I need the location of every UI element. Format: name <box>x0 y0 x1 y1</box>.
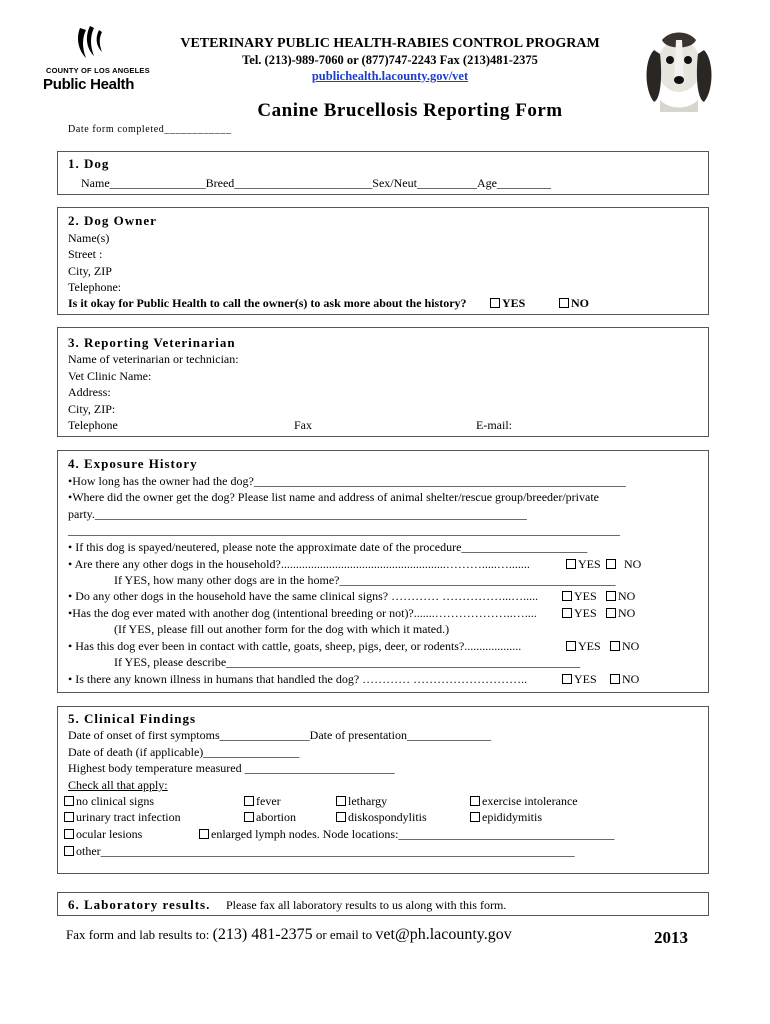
section-title-dog: 1. Dog <box>68 156 110 171</box>
checkbox[interactable] <box>64 829 74 839</box>
exposure-q7-describe[interactable]: If YES, please describe___________________________________________________________ <box>114 655 581 669</box>
yes-checkbox[interactable] <box>490 298 500 308</box>
owner-call-yes[interactable]: YES <box>490 296 525 311</box>
option-no-clinical-signs[interactable]: no clinical signs <box>64 794 154 809</box>
owner-names-field[interactable]: Name(s) <box>68 231 110 245</box>
vet-email-field[interactable]: E-mail: <box>476 418 512 432</box>
section-owner <box>57 207 709 315</box>
q6-no[interactable]: NO <box>606 606 635 621</box>
owner-call-question: Is it okay for Public Health to call the owner(s) to ask more about the history? <box>68 296 467 310</box>
section-clinical-findings <box>57 706 709 874</box>
program-title: VETERINARY PUBLIC HEALTH-RABIES CONTROL PROGRAM <box>180 36 600 51</box>
footer-email-link[interactable]: vet@ph.lacounty.gov <box>375 926 512 943</box>
q4-yes[interactable]: YES <box>566 557 601 572</box>
option-ocular-lesions[interactable]: ocular lesions <box>64 827 142 842</box>
checkbox[interactable] <box>64 796 74 806</box>
checkbox[interactable] <box>336 812 346 822</box>
q8-yes[interactable]: YES <box>562 672 597 687</box>
vet-city-field[interactable]: City, ZIP: <box>68 402 116 416</box>
section-title-clinical: 5. Clinical Findings <box>68 711 196 726</box>
option-urinary-tract-infection[interactable]: urinary tract infection <box>64 810 181 825</box>
lab-instructions: Please fax all laboratory results to us along with this form. <box>226 898 507 912</box>
option-abortion[interactable]: abortion <box>244 810 296 825</box>
yes-checkbox[interactable] <box>562 674 572 684</box>
logo-county-text: COUNTY OF LOS ANGELES <box>46 66 150 75</box>
program-url-link[interactable]: publichealth.lacounty.gov/vet <box>311 69 469 83</box>
section-title-lab: 6. Laboratory results. <box>68 897 211 912</box>
exposure-q4-other-dogs: • Are there any other dogs in the household?.......................................................……….....…....... <box>68 557 530 571</box>
yes-checkbox[interactable] <box>566 559 576 569</box>
exposure-q1-duration[interactable]: •How long has the owner had the dog?______________________________________________________________ <box>68 474 626 488</box>
vet-fax-field[interactable]: Fax <box>294 418 312 432</box>
footer-year: 2013 <box>654 928 688 947</box>
q8-no[interactable]: NO <box>610 672 639 687</box>
section-exposure-history <box>57 450 709 693</box>
logo-public-health: Public Health <box>43 76 135 93</box>
checkbox[interactable] <box>64 812 74 822</box>
vet-name-field[interactable]: Name of veterinarian or technician: <box>68 352 239 366</box>
option-other[interactable]: other_______________________________________________________________________________ <box>64 844 575 859</box>
dog-info-fields[interactable]: Name________________Breed_______________________Sex/Neut__________Age_________ <box>81 176 551 190</box>
footer-fax-number: (213) 481-2375 <box>212 926 313 943</box>
date-completed-field[interactable]: Date form completed____________ <box>68 124 232 135</box>
q7-yes[interactable]: YES <box>566 639 601 654</box>
vet-address-field[interactable]: Address: <box>68 385 111 399</box>
no-checkbox[interactable] <box>606 608 616 618</box>
checkbox[interactable] <box>199 829 209 839</box>
exposure-q6-mated: •Has the dog ever mated with another dog (intentional breeding or not)?.......………………..….... <box>68 606 537 620</box>
q7-no[interactable]: NO <box>610 639 639 654</box>
yes-checkbox[interactable] <box>566 641 576 651</box>
checkbox[interactable] <box>470 796 480 806</box>
yes-checkbox[interactable] <box>562 591 572 601</box>
vet-clinic-field[interactable]: Vet Clinic Name: <box>68 369 152 383</box>
exposure-q5-same-signs: • Do any other dogs in the household have the same clinical signs? ………… ……………...…..... <box>68 589 539 603</box>
q6-yes[interactable]: YES <box>562 606 597 621</box>
section-title-veterinarian: 3. Reporting Veterinarian <box>68 335 236 350</box>
no-checkbox[interactable] <box>610 674 620 684</box>
dog-photo <box>640 20 718 112</box>
form-title: Canine Brucellosis Reporting Form <box>257 100 563 121</box>
no-checkbox[interactable] <box>559 298 569 308</box>
section-title-owner: 2. Dog Owner <box>68 213 157 228</box>
owner-call-no[interactable]: NO <box>559 296 589 311</box>
checkbox[interactable] <box>244 812 254 822</box>
clinical-check-all-label: Check all that apply: <box>68 778 168 792</box>
program-phone: Tel. (213)-989-7060 or (877)747-2243 Fax (213)481-2375 <box>242 53 538 67</box>
q4-no[interactable]: NO <box>606 557 641 572</box>
vet-telephone-field[interactable]: Telephone <box>68 418 118 432</box>
exposure-q6-note: (If YES, please fill out another form for the dog with which it mated.) <box>114 622 450 636</box>
no-checkbox[interactable] <box>610 641 620 651</box>
clinical-highest-temp[interactable]: Highest body temperature measured _________________________ <box>68 761 395 775</box>
option-enlarged-lymph-nodes[interactable]: enlarged lymph nodes. Node locations:____________________________________ <box>199 827 614 842</box>
owner-telephone-field[interactable]: Telephone: <box>68 280 122 294</box>
owner-city-field[interactable]: City, ZIP <box>68 264 112 278</box>
clinical-onset-dates[interactable]: Date of onset of first symptoms_______________Date of presentation______________ <box>68 728 491 742</box>
no-checkbox[interactable] <box>606 559 616 569</box>
county-logo-icon <box>74 24 104 62</box>
exposure-q8-human-illness: • Is there any known illness in humans that handled the dog? ………… ……………………….. <box>68 672 528 686</box>
q5-no[interactable]: NO <box>606 589 635 604</box>
section-veterinarian <box>57 327 709 437</box>
exposure-q2-source[interactable]: •Where did the owner get the dog? Please list name and address of animal shelter/rescue group/breeder/private <box>68 490 599 504</box>
section-dog <box>57 151 709 195</box>
checkbox[interactable] <box>244 796 254 806</box>
option-exercise-intolerance[interactable]: exercise intolerance <box>470 794 578 809</box>
exposure-q4-count[interactable]: If YES, how many other dogs are in the home?______________________________________________ <box>114 573 616 587</box>
q5-yes[interactable]: YES <box>562 589 597 604</box>
no-checkbox[interactable] <box>606 591 616 601</box>
exposure-q3-spay-date[interactable]: • If this dog is spayed/neutered, please note the approximate date of the procedure_____________________ <box>68 540 588 554</box>
exposure-q2-party[interactable]: party.________________________________________________________________________ <box>68 507 527 521</box>
option-epididymitis[interactable]: epididymitis <box>470 810 542 825</box>
option-lethargy[interactable]: lethargy <box>336 794 387 809</box>
section-title-exposure: 4. Exposure History <box>68 456 198 471</box>
owner-street-field[interactable]: Street : <box>68 247 103 261</box>
option-diskospondylitis[interactable]: diskospondylitis <box>336 810 427 825</box>
yes-checkbox[interactable] <box>562 608 572 618</box>
checkbox[interactable] <box>64 846 74 856</box>
checkbox[interactable] <box>336 796 346 806</box>
section-laboratory-results <box>57 892 709 916</box>
option-fever[interactable]: fever <box>244 794 281 809</box>
exposure-q2-extra-line[interactable]: ____________________________________________________________________________________________ <box>68 523 620 537</box>
checkbox[interactable] <box>470 812 480 822</box>
footer-contact: Fax form and lab results to: (213) 481-2375 or email to vet@ph.lacounty.gov <box>66 926 512 943</box>
clinical-death-date[interactable]: Date of death (if applicable)________________ <box>68 745 300 759</box>
exposure-q7-livestock: • Has this dog ever been in contact with cattle, goats, sheep, pigs, deer, or rodents?................... <box>68 639 522 653</box>
